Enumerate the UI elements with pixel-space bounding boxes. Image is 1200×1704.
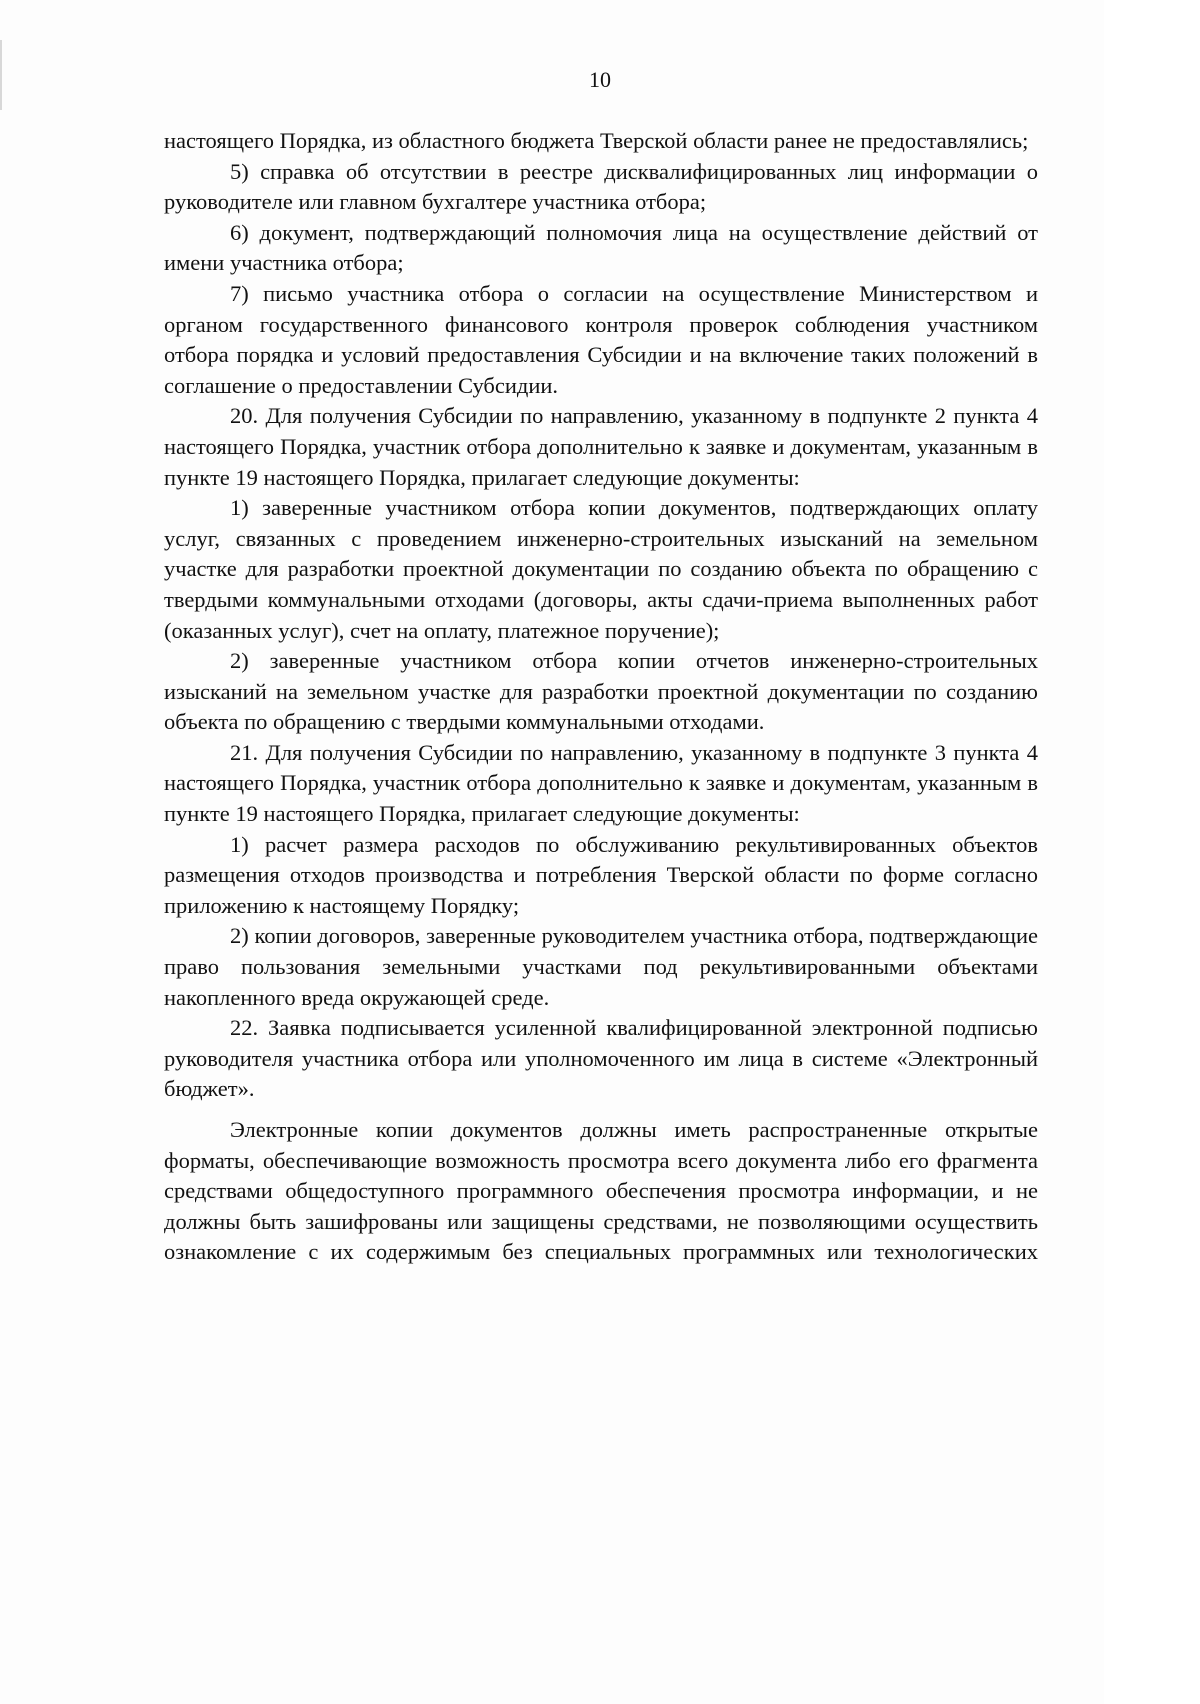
paragraph-section-20-item-1: 1) заверенные участником отбора копии документов, подтверждающих оплату услуг, связанных с проведением инженерно-строительных изысканий на земельном участке для разработки проектной документации по созданию объекта по обращению с твердыми коммунальными отходами (договоры, акты сдачи-приема выполненных работ (оказанных услуг), счет на оплату, платежное поручение); xyxy=(164,495,1038,643)
paragraph-continuation: настоящего Порядка, из областного бюджета Тверской области ранее не предоставлялись; xyxy=(164,128,1029,153)
paragraph-item-6: 6) документ, подтверждающий полномочия лица на осуществление действий от имени участника отбора; xyxy=(164,219,1038,276)
paragraph-section-20-item-2: 2) заверенные участником отбора копии отчетов инженерно-строительных изысканий на земельном участке для разработки проектной документации по созданию объекта по обращению с твердыми коммунальными отходами. xyxy=(164,648,1038,735)
document-body xyxy=(164,126,1038,1268)
paragraph-section-21-item-1: 1) расчет размера расходов по обслуживанию рекультивированных объектов размещения отходов производства и потребления Тверской области по форме согласно приложению к настоящему Порядку; xyxy=(164,831,1038,918)
paragraph-section-22: 22. Заявка подписывается усиленной квалифицированной электронной подписью руководителя участника отбора или уполномоченного им лица в системе «Электронный бюджет». xyxy=(164,1015,1038,1102)
paragraph-section-21: 21. Для получения Субсидии по направлению, указанному в подпункте 3 пункта 4 настоящего Порядка, участник отбора дополнительно к заявке и документам, указанным в пункте 19 настоящего Порядка, прилагает следующие документы: xyxy=(164,739,1038,827)
page-number: 10 xyxy=(589,67,611,92)
paragraph-electronic-copies: Электронные копии документов должны иметь распространенные открытые форматы, обеспечивающие возможность просмотра всего документа либо его фрагмента средствами общедоступного программного обеспечения просмотра информации, и не должны быть зашифрованы или защищены средствами, не позволяющими осуществить ознакомление с их содержимым без специальных программных или технологических xyxy=(164,1117,1038,1265)
paragraph-section-20: 20. Для получения Субсидии по направлению, указанному в подпункте 2 пункта 4 настоящего Порядка, участник отбора дополнительно к заявке и документам, указанным в пункте 19 настоящего Порядка, прилагает следующие документы: xyxy=(164,403,1038,490)
paragraph-section-21-item-2: 2) копии договоров, заверенные руководителем участника отбора, подтверждающие право пользования земельными участками под рекультивированными объектами накопленного вреда окружающей среде. xyxy=(164,923,1038,1010)
paragraph-item-5: 5) справка об отсутствии в реестре дисквалифицированных лиц информации о руководителе или главном бухгалтере участника отбора; xyxy=(164,158,1038,215)
paragraph-item-7: 7) письмо участника отбора о согласии на осуществление Министерством и органом государственного финансового контроля проверок соблюдения участником отбора порядка и условий предоставления Субсидии и на включение таких положений в соглашение о предоставлении Субсидии. xyxy=(164,280,1038,398)
